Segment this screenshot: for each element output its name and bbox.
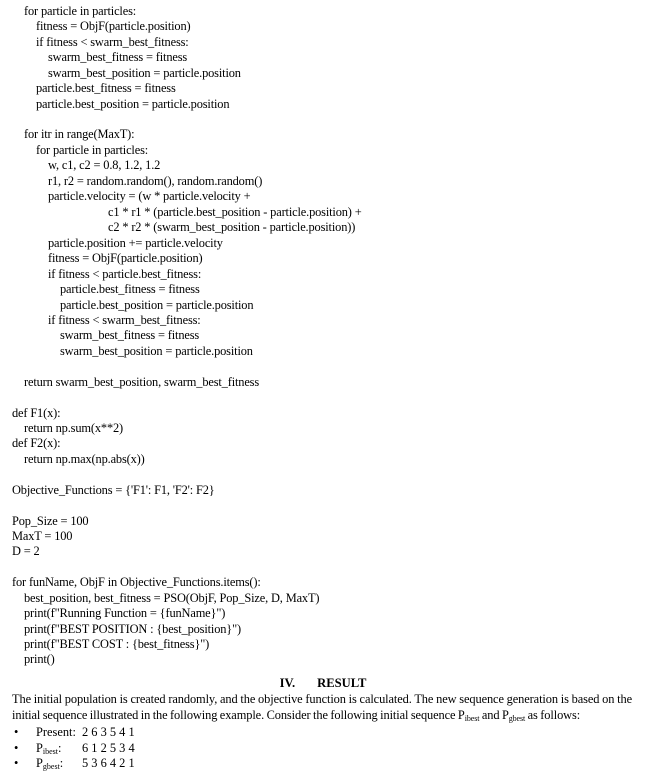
code-line: c1 * r1 * (particle.best_position - particle.position) + [108, 205, 362, 219]
code-line: print(f"BEST POSITION : {best_position}") [24, 622, 241, 636]
code-line: return swarm_best_position, swarm_best_fitness [24, 375, 260, 389]
subscript: ibest [42, 747, 59, 756]
code-line: Pop_Size = 100 [12, 514, 89, 528]
code-line: for particle in particles: [24, 4, 137, 18]
label-text: P [36, 741, 43, 755]
code-line: return np.max(np.abs(x)) [24, 452, 145, 466]
section-number: IV. [279, 676, 296, 690]
section-heading [0, 676, 646, 691]
code-line: fitness = ObjF(particle.position) [36, 19, 191, 33]
label-text: P [36, 756, 43, 770]
subscript: ibest [464, 714, 480, 723]
code-line: if fitness < particle.best_fitness: [48, 267, 202, 281]
code-line: for funName, ObjF in Objective_Functions.items(): [12, 575, 261, 589]
code-line: particle.velocity = (w * particle.velocity + [48, 189, 251, 203]
bullet-icon: • [14, 741, 19, 755]
code-line: Objective_Functions = {'F1': F1, 'F2': F2} [12, 483, 215, 497]
code-line: swarm_best_position = particle.position [48, 66, 241, 80]
paragraph-text: initial sequence illustrated in the following example. Consider the following initial sequence P [12, 708, 465, 722]
paragraph-line-1: The initial population is created randomly, and the objective function is calculated. The new sequence generation is based on the [12, 692, 632, 706]
bullet-icon: • [14, 725, 19, 739]
label-suffix: : [58, 741, 62, 755]
bullet-value: 6 1 2 5 3 4 [82, 741, 135, 755]
code-line: if fitness < swarm_best_fitness: [36, 35, 189, 49]
code-line: for particle in particles: [36, 143, 149, 157]
code-line: particle.position += particle.velocity [48, 236, 223, 250]
list-item [14, 756, 135, 771]
bullet-label: Present: [36, 725, 76, 739]
code-line: for itr in range(MaxT): [24, 127, 135, 141]
paragraph-text: and P [479, 708, 509, 722]
bullet-value: 5 3 6 4 2 1 [82, 756, 135, 770]
paragraph-text: as follows: [525, 708, 581, 722]
code-line: particle.best_position = particle.position [60, 298, 254, 312]
code-line: swarm_best_fitness = fitness [60, 328, 200, 342]
code-line: r1, r2 = random.random(), random.random() [48, 174, 263, 188]
code-line: particle.best_fitness = fitness [60, 282, 200, 296]
code-line: print(f"Running Function = {funName}") [24, 606, 226, 620]
code-line: def F1(x): [12, 406, 61, 420]
code-line: w, c1, c2 = 0.8, 1.2, 1.2 [48, 158, 161, 172]
label-suffix: : [59, 756, 64, 770]
bullet-icon: • [14, 756, 19, 770]
list-item [14, 725, 135, 740]
code-line: return np.sum(x**2) [24, 421, 124, 435]
bullet-value: 2 6 3 5 4 1 [82, 725, 135, 739]
subscript: gbest [508, 714, 526, 723]
code-line: print() [24, 652, 55, 666]
code-line: best_position, best_fitness = PSO(ObjF, Pop_Size, D, MaxT) [24, 591, 320, 605]
code-line: c2 * r2 * (swarm_best_position - particle.position)) [108, 220, 356, 234]
code-line: fitness = ObjF(particle.position) [48, 251, 203, 265]
section-title: RESULT [317, 676, 367, 690]
code-line: particle.best_fitness = fitness [36, 81, 176, 95]
code-line: MaxT = 100 [12, 529, 73, 543]
bullet-label [36, 741, 82, 756]
code-line: D = 2 [12, 544, 40, 558]
subscript: gbest [42, 762, 60, 771]
code-line: def F2(x): [12, 436, 61, 450]
paragraph-line-2 [12, 708, 632, 723]
code-line: if fitness < swarm_best_fitness: [48, 313, 201, 327]
code-line: print(f"BEST COST : {best_fitness}") [24, 637, 210, 651]
list-item [14, 741, 135, 756]
code-line: swarm_best_fitness = fitness [48, 50, 188, 64]
code-line: particle.best_position = particle.position [36, 97, 230, 111]
code-line: swarm_best_position = particle.position [60, 344, 253, 358]
bullet-label [36, 756, 82, 771]
